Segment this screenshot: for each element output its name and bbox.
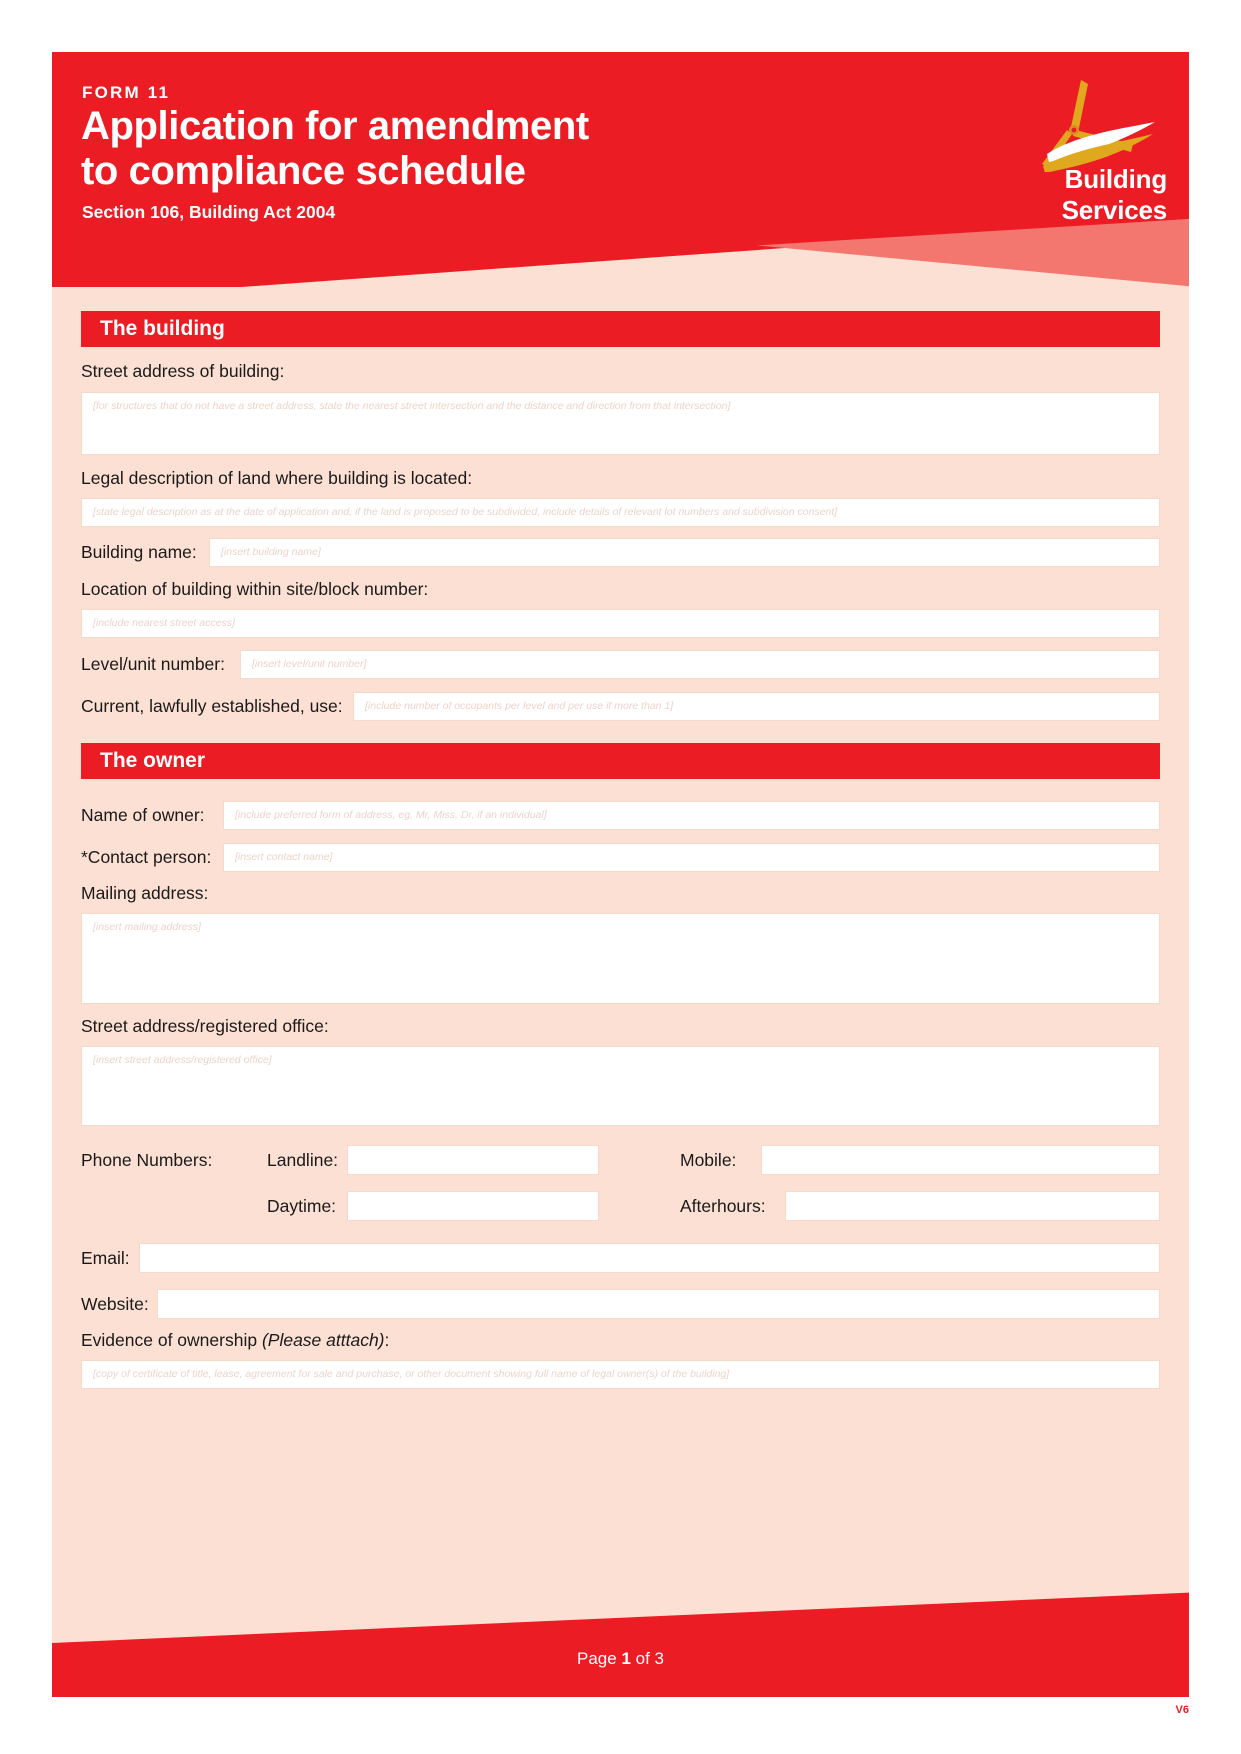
placeholder-street-address-registered-office: [insert street address/registered office] — [93, 1054, 272, 1066]
placeholder-level-unit-number: [insert level/unit number] — [252, 658, 367, 670]
label-afterhours: Afterhours: — [680, 1195, 766, 1216]
placeholder-street-address: [for structures that do not have a street address, state the nearest street intersection and the distance and direction from that intersection] — [93, 400, 731, 412]
input-building-name[interactable] — [209, 538, 1160, 567]
field-email — [81, 1243, 1160, 1273]
label-evidence-main: Evidence of ownership — [81, 1330, 262, 1350]
input-email[interactable] — [139, 1243, 1160, 1273]
form-title-line-1: Application for amendment — [81, 104, 589, 148]
label-landline: Landline: — [267, 1149, 339, 1170]
label-daytime: Daytime: — [267, 1195, 337, 1216]
input-mobile[interactable] — [761, 1145, 1160, 1175]
field-building-name — [81, 538, 1160, 567]
label-phone-numbers: Phone Numbers: — [81, 1149, 213, 1170]
placeholder-evidence-of-ownership: [copy of certificate of title, lease, agreement for sale and purchase, or other document showing full name of legal owner(s) of the building] — [93, 1368, 730, 1380]
input-afterhours[interactable] — [785, 1191, 1160, 1221]
input-daytime[interactable] — [347, 1191, 599, 1221]
placeholder-current-use: [include number of occupants per level and per use if more than 1] — [365, 700, 674, 712]
label-level-unit-number: Level/unit number: — [81, 654, 225, 674]
placeholder-legal-description: [state legal description as at the date of application and, if the land is proposed to be subdivided, include details of relevant lot numbers and subdivision consent] — [93, 506, 838, 518]
label-current-use: Current, lawfully established, use: — [81, 696, 343, 716]
label-contact-person: *Contact person: — [81, 847, 212, 867]
label-website: Website: — [81, 1293, 149, 1314]
input-landline[interactable] — [347, 1145, 599, 1175]
phone-numbers-row-2 — [81, 1191, 1160, 1221]
label-evidence-end: : — [384, 1330, 390, 1350]
input-level-unit-number[interactable] — [240, 650, 1160, 679]
label-building-name: Building name: — [81, 542, 197, 562]
label-location-within-site: Location of building within site/block number: — [81, 579, 429, 599]
label-street-address-registered-office: Street address/registered office: — [81, 1016, 329, 1036]
label-evidence-of-ownership — [81, 1330, 1160, 1351]
input-contact-person[interactable] — [223, 843, 1160, 872]
field-website — [81, 1289, 1160, 1319]
placeholder-building-name: [insert building name] — [221, 546, 321, 558]
form-header — [52, 52, 1189, 287]
placeholder-mailing-address: [insert mailing address] — [93, 921, 201, 933]
pinwheel-icon — [1009, 72, 1159, 172]
placeholder-contact-person: [insert contact name] — [235, 851, 333, 863]
input-name-of-owner[interactable] — [223, 801, 1160, 830]
input-evidence-of-ownership[interactable] — [81, 1360, 1160, 1389]
label-evidence-italic: (Please atttach) — [261, 1330, 385, 1350]
footer-wedge-cream — [52, 1587, 1189, 1643]
placeholder-name-of-owner: [include preferred form of address, eg, Mr, Miss, Dr, if an individual] — [235, 809, 547, 821]
form-subtitle: Section 106, Building Act 2004 — [82, 202, 336, 222]
field-evidence-of-ownership — [81, 1330, 1160, 1389]
field-mailing-address — [81, 883, 1160, 1004]
section-title-owner: The owner — [100, 749, 206, 772]
field-street-address-of-building — [81, 361, 1160, 455]
field-level-unit-number — [81, 650, 1160, 679]
label-name-of-owner: Name of owner: — [81, 805, 205, 825]
label-mailing-address: Mailing address: — [81, 883, 209, 903]
section-header-the-building — [81, 311, 1160, 347]
field-contact-person — [81, 843, 1160, 872]
phone-numbers-row-1 — [81, 1145, 1160, 1175]
form-number: FORM 11 — [82, 83, 171, 102]
input-street-address[interactable] — [81, 392, 1160, 455]
section-header-the-owner — [81, 743, 1160, 779]
page-prefix: Page — [577, 1649, 622, 1668]
page-number: 1 — [621, 1649, 631, 1668]
section-title-building: The building — [100, 317, 225, 340]
version-label: V6 — [1175, 1704, 1189, 1716]
input-current-use[interactable] — [353, 692, 1160, 721]
input-website[interactable] — [157, 1289, 1160, 1319]
label-legal-description: Legal description of land where building is located: — [81, 468, 473, 488]
form-body — [52, 287, 1189, 1389]
page-title — [81, 104, 589, 194]
input-legal-description[interactable] — [81, 498, 1160, 527]
label-street-address: Street address of building: — [81, 361, 285, 381]
form-footer — [52, 1587, 1189, 1697]
input-location-within-site[interactable] — [81, 609, 1160, 638]
input-street-address-registered-office[interactable] — [81, 1046, 1160, 1126]
placeholder-location-within-site: [include nearest street access] — [93, 617, 235, 629]
field-name-of-owner — [81, 801, 1160, 830]
input-mailing-address[interactable] — [81, 913, 1160, 1004]
field-street-address-registered-office — [81, 1016, 1160, 1126]
logo-wordmark: Building Services — [1061, 164, 1167, 225]
field-current-use — [81, 692, 1160, 721]
form-title-line-2: to compliance schedule — [81, 149, 526, 193]
label-mobile: Mobile: — [680, 1149, 737, 1170]
page-indicator — [52, 1649, 1189, 1669]
label-email: Email: — [81, 1247, 130, 1268]
form-sheet — [52, 52, 1189, 1697]
field-location-within-site — [81, 579, 1160, 638]
field-legal-description — [81, 468, 1160, 527]
building-services-logo — [967, 72, 1167, 225]
page-suffix: of 3 — [630, 1649, 664, 1668]
